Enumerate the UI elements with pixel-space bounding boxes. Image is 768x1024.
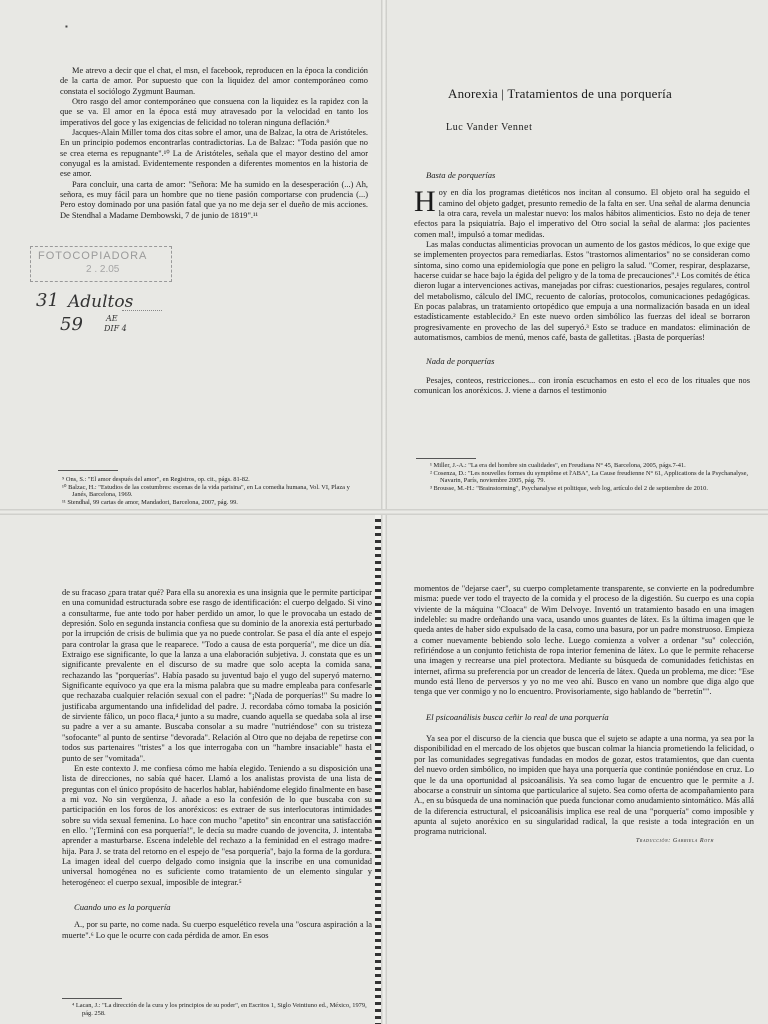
- paragraph: Pesajes, conteos, restricciones... con ironía escuchamos en esto el eco de los rituales que nos comunican los anoréxicos. J. viene a darnos el testimonio: [414, 375, 750, 396]
- section-heading: El psicoanálisis busca ceñir lo real de una porquería: [426, 711, 609, 722]
- page-36-footnotes: [62, 476, 362, 506]
- page-38-footnotes: [72, 1002, 368, 1017]
- paragraph: Me atrevo a decir que el chat, el msn, el facebook, reproducen en la época la condición de la carta de amor. Por supuesto que con la liquidez del amor contemporáneo como constata el sociólogo Zygmunt Bauman.: [60, 66, 368, 96]
- section-heading: Nada de porquerías: [426, 355, 495, 366]
- handwritten-word: Adultos: [68, 292, 134, 312]
- scan-mark: ▪: [65, 22, 68, 31]
- paragraph: Las malas conductas alimenticias provocan un aumento de los gastos médicos, lo que exige que se implementen proyectos para remediarlas. Estos "trastornos alimentarios" no se consideran como síntoma, sino como una epidemiología que pone en peligro la salud. "Comer, respirar, desplazarse, hacerse cuidar se hace bajo la égida del peligro y de la toma de precauciones".¹ Los comités de ética dieron lugar a intervenciones activas, manejadas por cifras: cuestionarios, pesajes regulares, control del metabolismo, cálculo del IMC, recuento de calorías, protocolos, comunicaciones pedagógicas. En pocas palabras, un tratamiento ortopédico que empuja a una normalización basada en un ideal estadísticamente establecido.² En este nuevo orden simbólico las fuerzas del ideal se borraron progresivamente en provecho de las del superyó.³ Esto se traduce en mandatos: eliminación de automatismos, cambios de menú, menos café, basta de galletitas. ¡Basta de porquerías!: [414, 240, 750, 343]
- paragraph: Otro rasgo del amor contemporáneo que consuena con la liquidez es la rapidez con la que se va. El amor en la época está muy atravesado por la velocidad en tanto los imperativos del goce y las exigencias de felicidad no toleran ninguna deflación.⁹: [60, 97, 368, 127]
- library-stamp: FOTOCOPIADORA 2 . 2.05: [30, 246, 170, 326]
- footnote: ¹¹ Stendhal, 99 cartas de amor, Mandadori, Barcelona, 2007, pág. 99.: [62, 498, 238, 506]
- translation-credit: Traducción: Gabriela Roth: [636, 838, 714, 844]
- page-36-body: [60, 66, 368, 221]
- footnote: ³ Brousse, M.-H.: "Brainstorming", Psychanalyse et politique, web log, artículo del 2 de septiembre de 2010.: [430, 484, 708, 492]
- paragraph: Ya sea por el discurso de la ciencia que busca que el sujeto se adapte a una norma, ya sea por la disponibilidad en el mercado de los objetos que buscan colmar la hiancia prometiendo la felicidad, o por las comunidades segregativas fundadas en modos de gozar, estos tratamientos, que dan cuenta del nuevo orden simbólico, no impiden que haya una porquería que continúe poniéndose en cruz. Lo que le da una oportunidad al psicoanálisis. Ya sea como lugar de encuentro que le permite a J. abocarse a construir un síntoma que particularice al sujeto. Sea como oferta de acompañamiento para A., en su búsqueda de una nominación que pueda funcionar como anudamiento sintomático. Más allá de la diferencia estructural, el psicoanálisis implica ese real de una "porquería" como imposible y apunta al sujeto anoréxico en su singularidad radical, la que resiste a toda integración en un programa nutricional.: [414, 734, 754, 837]
- handwritten-ref: AE: [106, 314, 118, 323]
- footnote: ² Cosenza, D.: "Les nouvelles formes du symptôme et l'ABA", La Cause freudienne N° 61, Applications de la Psychanalyse, Navarin, París, noviembre 2005, pág. 79.: [430, 469, 749, 485]
- footnote: ¹ Miller, J.-A.: "La era del hombre sin cualidades", en Freudiana N° 45, Barcelona, 2005, págs.7-41.: [430, 462, 686, 469]
- section-heading: Cuando uno es la porquería: [74, 901, 171, 912]
- paragraph: de su fracaso ¿para tratar qué? Para ella su anorexia es una insignia que le permite participar en una comunidad estructurada sobre ese rasgo de identificación: el cuerpo delgado. Si vino a consultarme, fue ante todo por haber perdido un amor, lo que le provocaba un estado de depresión. Solo en segunda instancia confiesa que su dominio de la anorexia está perturbado por la irrupción de crisis de bulimia que ya no puede controlar. Se pasa el día ante el espejo para controlar la grasa que le reaparece. "Todo a causa de esta porquería", me dice un día. Extraigo ese significante, lo que la lanza a una elaboración subjetiva. J. constata que es un significante prevalente en el discurso de su madre que solo acepta la comida sana, rechazando las "porquerías". Había pasado su juventud bajo el yugo del superyó materno. Significante equívoco ya que era la misma palabra que su madre empleaba para confesarle que rechazaba cualquier relación sexual con el padre: "¡Nada de porquerías!" Su madre lo justificaba argumentando una infidelidad del padre. J. recordaba cómo tomaba la posición de sirviente fálico, un poco flaca,⁴ junto a su madre, cuando aquella se quedaba sola al irse su padre a ver a su amante. Buscaba consolar a su madre "nutriéndose" con su tristeza "sofocante" al punto de sentirse "devorada". Relación al Otro que no dejaba de repetirse con todos sus partenaires "tristes" a los que interrogaba con un "hambre insaciable" hasta el punto de ser "vomitada".: [62, 588, 372, 763]
- page-37-footnotes: [430, 462, 750, 492]
- footnote: ⁴ Lacan, J.: "La dirección de la cura y los principios de su poder", en Escritos 1, Siglo Veintiuno ed., México, 1979, pág. 258.: [72, 1002, 367, 1017]
- handwritten-number: 59: [60, 314, 83, 335]
- page-39-body: [414, 584, 754, 838]
- page-gutter-horizontal: [0, 509, 768, 515]
- paragraph: En este contexto J. me confiesa cómo me había elegido. Teniendo a su disposición una lista de direcciones, no sabía qué hacer. Llamó a los analistas provista de una lista de preguntas con el único propósito de hacerlos hablar, habiéndome elegido finalmente en base a mi voz. No sin vergüenza, J. añade a eso la confesión de lo que buscaba con su participación en los foros de los anoréxicos: es extraer de sus interlocutoras intimidades sobre su vida sexual femenina. Lo hace con mucho "apetito" sin encontrar una satisfacción en ello. "¡Terminá con esa porquería!", le decía su madre cuando de jovencita, J. intentaba aprender a masturbarse. Escena indeleble del rechazo a la feminidad en el estrago madre-hija. Para J. se trata del retorno en el espejo de "esa porquería", bajo la forma de la gordura. La imagen ideal del cuerpo delgado como insignia que la inscribe en una comunidad universal homogénea no es suficiente como tratamiento de un elemento singular y heterogéneo: el cuerpo sexual, imposible de integrar.⁵: [62, 763, 372, 887]
- paragraph: momentos de "dejarse caer", su cuerpo completamente transparente, se convierte en la podredumbre misma: puede ver todo el trayecto de la comida y el proceso de la digestión. Su cuerpo es una copia viviente de la máquina "Cloaca" de Wim Delvoye. Inventó un tratamiento basado en una imagen indeleble: su madre ordeñando una vaca, usando unos guantes de látex. Es la última imagen que le queda antes de haber sido expulsado de la casa, como una basura, por un padre monstruoso. Empieza a comer nuevamente bebiendo solo leche. Luego comienza a volver a ordenar "su" colección, refiriéndose a un conjunto fetichista de ropa interior femenina de látex. Lo que le permite rehacerse una imagen y recrearse una piel protectora. Mediante su búsqueda de comunidades fetichistas en internet, afirma su preferencia por un creador de lencería de látex. Queda un problema, me dice: "Ese mundo está lleno de perversos y yo no me veo ahí. Busco en vano un nombre que diga algo que tenga que ver conmigo y no lo encuentro. Provisoriamente, sigo hablando de "berretín"".: [414, 584, 754, 697]
- paragraph: Jacques-Alain Miller toma dos citas sobre el amor, una de Balzac, la otra de Aristóteles. En un principio podemos encontrarlas contradictorias. La de Balzac: "Toda pasión que no se crea eterna es repugnante".¹⁰ La de Aristóteles, señala que el mayor destino del amor conyugal es la amistad. Evidentemente responden a diferentes momentos en la historia de ese amor.: [60, 128, 368, 179]
- page-38-body: [62, 588, 372, 941]
- handwritten-ref: DIF 4: [104, 324, 127, 333]
- footnote: ¹⁰ Balzac, H.: "Estudios de las costumbres: escenas de la vida parisina", en La comedia humana, Vol. VI, Plaza y Janés, Barcelona, 1969.: [62, 483, 350, 499]
- article-author: Luc Vander Vennet: [446, 122, 533, 133]
- footnote: ⁹ Ons, S.: "El amor después del amor", en Registros, op. cit., págs. 81-82.: [62, 476, 250, 483]
- paragraph: Para concluir, una carta de amor: "Señora: Me ha sumido en la desesperación (...) Ah, señora, es muy fácil para un hombre que no tiene pasión comportarse con prudencia (...) Pero estoy dominado por una pasión fatal que ya no me deja ser el dueño de mis acciones. De Stendhal a Madame Dembowski, 7 de junio de 1819".¹¹: [60, 179, 368, 220]
- paragraph: oy en día los programas dietéticos nos incitan al consumo. El objeto oral ha seguido el camino del objeto gadget, presunto remedio de la falta en ser. Una señal de alarma denuncia la otra cara, revela un malestar nuevo: los malos hábitos alimenticios. Esto no deja de tener efectos para la psiquiatría. Bajo el imperativo del Otro social la señal de alarma: ¡los pacientes comen mal!, impulsó a tomar medidas.: [414, 188, 750, 239]
- drop-cap: H: [414, 185, 436, 219]
- page-36: [0, 0, 384, 512]
- section-heading: Basta de porquerías: [426, 170, 496, 180]
- paragraph: A., por su parte, no come nada. Su cuerpo esquelético revela una "oscura aspiración a la muerte".⁶ Lo que le ocurre con cada pérdida de amor. En esos: [62, 920, 372, 940]
- page-37-body: [414, 170, 750, 397]
- article-title: Anorexia | Tratamientos de una porquería: [448, 86, 672, 101]
- handwritten-number: 31: [36, 290, 59, 311]
